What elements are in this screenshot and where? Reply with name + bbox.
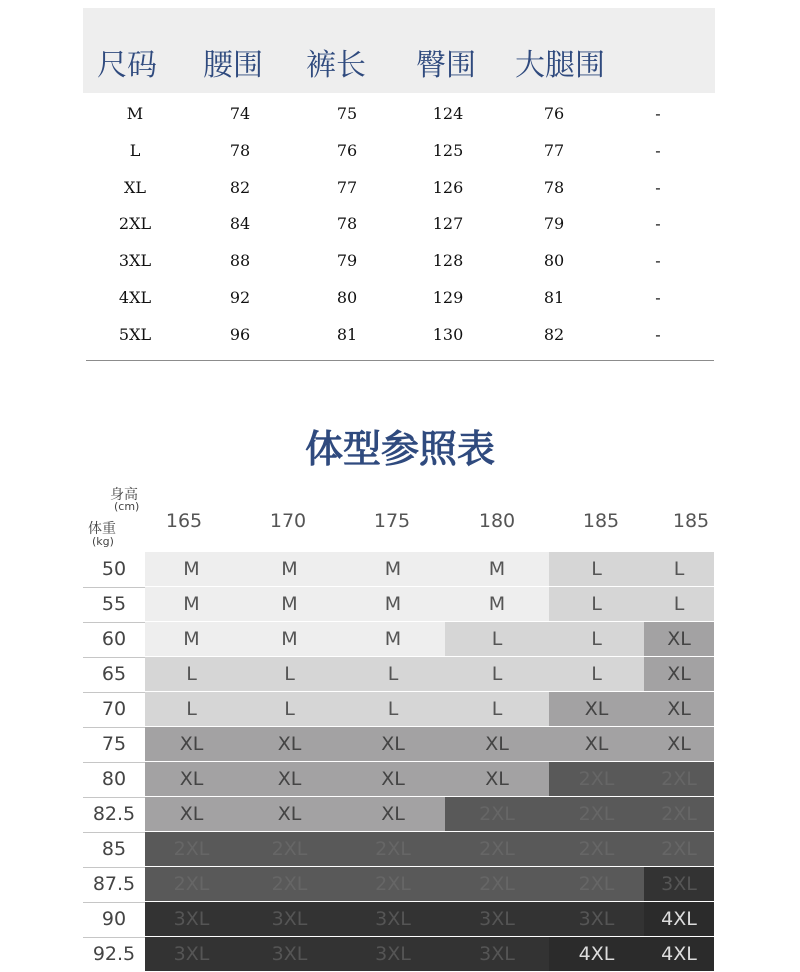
size-table-cell: 81 bbox=[543, 288, 565, 307]
size-table-cell: 84 bbox=[229, 214, 251, 234]
size-table-cell: 79 bbox=[336, 251, 358, 271]
header-size: 尺码 bbox=[97, 48, 157, 83]
size-cell: 3XL bbox=[238, 937, 341, 971]
weight-label-cell: 82.5 bbox=[92, 803, 136, 825]
height-label: 身高 bbox=[110, 487, 138, 503]
size-cell: L bbox=[549, 657, 644, 691]
size-cell: 3XL bbox=[445, 937, 549, 971]
size-cell: M bbox=[445, 552, 549, 586]
size-table-cell: - bbox=[655, 251, 661, 271]
size-cell: 2XL bbox=[445, 797, 549, 831]
size-cell: 2XL bbox=[549, 797, 644, 831]
size-cell: 2XL bbox=[644, 797, 714, 831]
weight-row-divider bbox=[83, 902, 145, 903]
size-table-cell: 128 bbox=[432, 251, 464, 271]
size-table-cell: 77 bbox=[336, 177, 358, 197]
weight-label-cell: 85 bbox=[101, 838, 127, 860]
size-cell: XL bbox=[145, 762, 238, 796]
size-table-cell: 78 bbox=[336, 214, 358, 234]
size-cell: XL bbox=[644, 692, 714, 726]
weight-row-divider bbox=[83, 797, 145, 798]
size-table-cell: 96 bbox=[229, 324, 251, 344]
size-table-divider bbox=[86, 360, 714, 361]
weight-label-cell: 75 bbox=[101, 733, 127, 755]
weight-row-divider bbox=[83, 692, 145, 693]
size-cell: XL bbox=[644, 657, 714, 691]
size-table-row bbox=[83, 96, 715, 132]
size-table-row bbox=[83, 317, 715, 353]
height-header: 185 bbox=[582, 510, 620, 532]
header-hip: 臀围 bbox=[416, 48, 476, 83]
header-pants-length: 裤长 bbox=[306, 48, 366, 83]
size-cell: 2XL bbox=[445, 832, 549, 866]
weight-label-cell: 87.5 bbox=[92, 873, 136, 895]
size-cell: M bbox=[238, 622, 341, 656]
weight-row-divider bbox=[83, 832, 145, 833]
size-table-cell: 81 bbox=[336, 324, 358, 344]
size-table-cell: - bbox=[655, 140, 661, 160]
size-table-cell: - bbox=[655, 177, 661, 197]
size-cell: XL bbox=[238, 727, 341, 761]
height-header: 185 bbox=[672, 510, 710, 532]
size-cell: XL bbox=[145, 727, 238, 761]
size-table-cell: 125 bbox=[432, 140, 464, 160]
size-cell: M bbox=[145, 587, 238, 621]
size-cell: M bbox=[145, 622, 238, 656]
size-table-cell: 77 bbox=[543, 140, 565, 160]
size-cell: 2XL bbox=[341, 832, 445, 866]
size-table-cell: 127 bbox=[432, 214, 464, 234]
weight-label-cell: 55 bbox=[101, 593, 127, 615]
size-cell: L bbox=[341, 657, 445, 691]
size-cell: M bbox=[341, 587, 445, 621]
size-cell: L bbox=[644, 587, 714, 621]
size-cell: 2XL bbox=[644, 762, 714, 796]
height-header: 170 bbox=[269, 510, 307, 532]
size-table-cell: - bbox=[655, 104, 661, 123]
size-cell: 2XL bbox=[145, 867, 238, 901]
size-table-cell: L bbox=[129, 140, 141, 160]
size-table-cell: 130 bbox=[432, 324, 464, 344]
size-cell: XL bbox=[644, 622, 714, 656]
size-cell: L bbox=[445, 622, 549, 656]
size-cell: M bbox=[445, 587, 549, 621]
height-header: 180 bbox=[478, 510, 516, 532]
size-table-cell: 124 bbox=[432, 104, 464, 123]
size-table-cell: 78 bbox=[543, 177, 565, 197]
size-cell: L bbox=[644, 552, 714, 586]
size-cell: XL bbox=[341, 727, 445, 761]
size-table-row bbox=[83, 133, 715, 169]
size-cell: 2XL bbox=[238, 832, 341, 866]
height-unit: (cm) bbox=[114, 500, 140, 513]
weight-label-cell: 92.5 bbox=[92, 943, 136, 965]
size-table-row bbox=[83, 243, 715, 279]
size-table-cell: - bbox=[655, 324, 661, 344]
weight-row-divider bbox=[83, 657, 145, 658]
header-thigh: 大腿围 bbox=[515, 48, 605, 83]
size-cell: XL bbox=[445, 727, 549, 761]
size-cell: 2XL bbox=[238, 867, 341, 901]
weight-row-divider bbox=[83, 937, 145, 938]
size-table-cell: 80 bbox=[543, 251, 565, 271]
weight-row-divider bbox=[83, 867, 145, 868]
size-table-cell: 79 bbox=[543, 214, 565, 234]
size-table-cell: 82 bbox=[229, 177, 251, 197]
size-table-cell: - bbox=[655, 214, 661, 234]
size-table-cell: M bbox=[126, 104, 144, 123]
size-cell: XL bbox=[644, 727, 714, 761]
size-table-cell: 88 bbox=[229, 251, 251, 271]
weight-row-divider bbox=[83, 587, 145, 588]
body-type-title: 体型参照表 bbox=[304, 426, 495, 471]
header-waist: 腰围 bbox=[203, 48, 263, 83]
size-cell: L bbox=[445, 692, 549, 726]
weight-label-cell: 65 bbox=[101, 663, 127, 685]
size-cell: L bbox=[549, 552, 644, 586]
size-cell: L bbox=[238, 692, 341, 726]
size-cell: XL bbox=[341, 762, 445, 796]
size-cell: M bbox=[145, 552, 238, 586]
weight-label-cell: 60 bbox=[101, 628, 127, 650]
size-table-row bbox=[83, 280, 715, 316]
weight-label-cell: 50 bbox=[101, 558, 127, 580]
size-table-cell: 80 bbox=[336, 288, 358, 307]
size-cell: L bbox=[549, 587, 644, 621]
size-cell: XL bbox=[341, 797, 445, 831]
weight-row-divider bbox=[83, 762, 145, 763]
size-cell: 3XL bbox=[341, 902, 445, 936]
size-cell: 3XL bbox=[549, 902, 644, 936]
weight-label-cell: 80 bbox=[101, 768, 127, 790]
size-table-cell: 92 bbox=[229, 288, 251, 307]
weight-label-cell: 70 bbox=[101, 698, 127, 720]
size-table-cell: 76 bbox=[543, 104, 565, 123]
size-cell: XL bbox=[445, 762, 549, 796]
size-cell: XL bbox=[549, 692, 644, 726]
size-table-header bbox=[83, 8, 715, 93]
size-cell: L bbox=[549, 622, 644, 656]
size-cell: 2XL bbox=[445, 867, 549, 901]
size-cell: 4XL bbox=[644, 902, 714, 936]
size-table-cell: 129 bbox=[432, 288, 464, 307]
size-cell: 4XL bbox=[644, 937, 714, 971]
size-cell: XL bbox=[238, 797, 341, 831]
weight-unit: (kg) bbox=[92, 535, 114, 548]
size-cell: 3XL bbox=[145, 937, 238, 971]
size-table-cell: XL bbox=[123, 177, 146, 197]
size-table-cell: 3XL bbox=[118, 251, 152, 271]
size-table-cell: 2XL bbox=[118, 214, 152, 234]
size-table-cell: 74 bbox=[229, 104, 251, 123]
weight-label: 体重 bbox=[88, 521, 116, 537]
size-table-cell: 75 bbox=[336, 104, 358, 123]
size-cell: M bbox=[341, 552, 445, 586]
size-table-row bbox=[83, 170, 715, 206]
size-cell: 4XL bbox=[549, 937, 644, 971]
size-cell: 3XL bbox=[341, 937, 445, 971]
size-cell: M bbox=[238, 552, 341, 586]
size-table-cell: 78 bbox=[229, 140, 251, 160]
size-cell: L bbox=[145, 657, 238, 691]
size-table-cell: 5XL bbox=[118, 324, 152, 344]
size-table-cell: 126 bbox=[432, 177, 464, 197]
size-cell: 2XL bbox=[549, 762, 644, 796]
size-table-cell: 4XL bbox=[118, 288, 152, 307]
size-cell: 2XL bbox=[341, 867, 445, 901]
size-cell: M bbox=[341, 622, 445, 656]
size-cell: XL bbox=[238, 762, 341, 796]
size-cell: 2XL bbox=[145, 832, 238, 866]
size-cell: L bbox=[238, 657, 341, 691]
size-cell: XL bbox=[549, 727, 644, 761]
size-cell: 3XL bbox=[238, 902, 341, 936]
size-table-cell: 82 bbox=[543, 324, 565, 344]
size-cell: 3XL bbox=[445, 902, 549, 936]
weight-row-divider bbox=[83, 727, 145, 728]
size-table-cell: - bbox=[655, 288, 661, 307]
size-cell: M bbox=[238, 587, 341, 621]
weight-label-cell: 90 bbox=[101, 908, 127, 930]
size-table-row bbox=[83, 206, 715, 242]
size-cell: L bbox=[341, 692, 445, 726]
size-cell: XL bbox=[145, 797, 238, 831]
height-header: 165 bbox=[165, 510, 203, 532]
weight-row-divider bbox=[83, 622, 145, 623]
size-cell: 2XL bbox=[549, 832, 644, 866]
size-cell: 3XL bbox=[145, 902, 238, 936]
height-header: 175 bbox=[373, 510, 411, 532]
size-cell: 3XL bbox=[644, 867, 714, 901]
size-cell: 2XL bbox=[549, 867, 644, 901]
size-table-cell: 76 bbox=[336, 140, 358, 160]
size-cell: L bbox=[145, 692, 238, 726]
size-cell: 2XL bbox=[644, 832, 714, 866]
size-cell: L bbox=[445, 657, 549, 691]
